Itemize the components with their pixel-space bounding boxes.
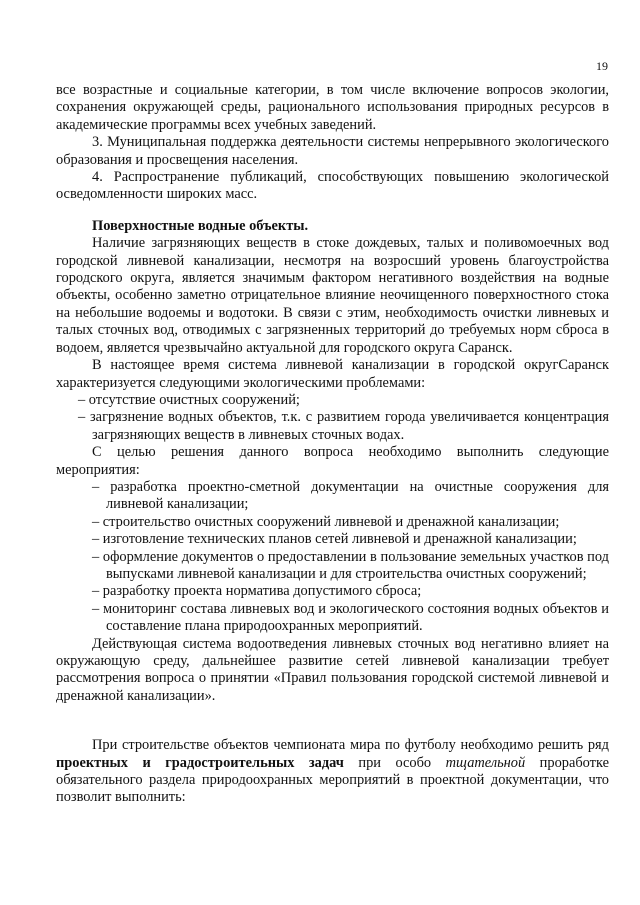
paragraph-top-1: все возрастные и социальные категории, в том числе включение вопросов экологии, сохранения окружающей среды, рационального использования природных ресурсов в академические программы всех учебных заведений.: [56, 82, 609, 133]
problems-list: [56, 392, 609, 444]
paragraph-pollutants: Наличие загрязняющих веществ в стоке дождевых, талых и поливомоечных вод городской ливневой канализации, несмотря на возросший уровень благоустройства городского округа, является значимым фактором негативного воздействия на водные объекты, особенно заметно отрицательное влияние неочищенного поверхностного стока на небольшие водоемы и водотоки. В связи с этим, необходимость очистки ливневых и талых сточных вод, отводимых с загрязненных территорий до требуемых норм сброса в водоем, является чрезвычайно актуальной для городского округа Саранск.: [56, 235, 609, 356]
list-item: – мониторинг состава ливневых вод и экологического состояния водных объектов и составление плана природоохранных мероприятий.: [92, 600, 609, 635]
list-item: – загрязнение водных объектов, т.к. с развитием города увеличивается концентрация загрязняющих веществ в ливневых сточных водах.: [78, 409, 609, 443]
paragraph-world-cup-italic: тщательной: [445, 754, 526, 771]
paragraph-top-2: 3. Муниципальная поддержка деятельности системы непрерывного экологического образования и просвещения населения.: [56, 134, 609, 168]
list-item: – строительство очистных сооружений ливневой и дренажной канализации;: [92, 513, 560, 530]
measures-list: [56, 479, 609, 636]
list-item: – оформление документов о предоставлении в пользование земельных участков под выпусками ливневой канализации и для строительства очистных сооружений;: [92, 548, 609, 582]
paragraph-world-cup-part3: проработке обязательного раздела природоохранных мероприятий в проектной документации, что позволит выполнить:: [56, 754, 609, 806]
list-item: – разработка проектно-сметной документации на очистные сооружения для ливневой канализации;: [92, 478, 609, 513]
paragraph-world-cup-part1: При строительстве объектов чемпионата мира по футболу необходимо решить ряд: [92, 737, 609, 754]
page-content: [56, 82, 609, 807]
paragraph-top-3: 4. Распространение публикаций, способствующих повышению экологической осведомленности широких масс.: [56, 169, 609, 203]
list-item: – разработку проекта норматива допустимого сброса;: [92, 583, 422, 600]
list-item: – изготовление технических планов сетей ливневой и дренажной канализации;: [92, 531, 577, 548]
list-item: – отсутствие очистных сооружений;: [78, 391, 300, 408]
paragraph-world-cup-bold: проектных и градостроительных задач: [56, 754, 344, 771]
paragraph-world-cup-part2: при особо: [343, 754, 446, 771]
paragraph-world-cup: [56, 737, 609, 807]
paragraph-solution: С целью решения данного вопроса необходимо выполнить следующие мероприятия:: [56, 444, 609, 478]
page-number: 19: [596, 59, 608, 73]
paragraph-existing-system: Действующая система водоотведения ливневых сточных вод негативно влияет на окружающую среду, дальнейшее развитие сетей ливневой канализации требует рассмотрения вопроса о принятии «Правил пользования городской системой ливневой и дренажной канализации».: [56, 635, 609, 704]
paragraph-current: В настоящее время система ливневой канализации в городской округСаранск характеризуется следующими экологическими проблемами:: [56, 357, 609, 391]
section-heading: Поверхностные водные объекты.: [92, 217, 309, 234]
